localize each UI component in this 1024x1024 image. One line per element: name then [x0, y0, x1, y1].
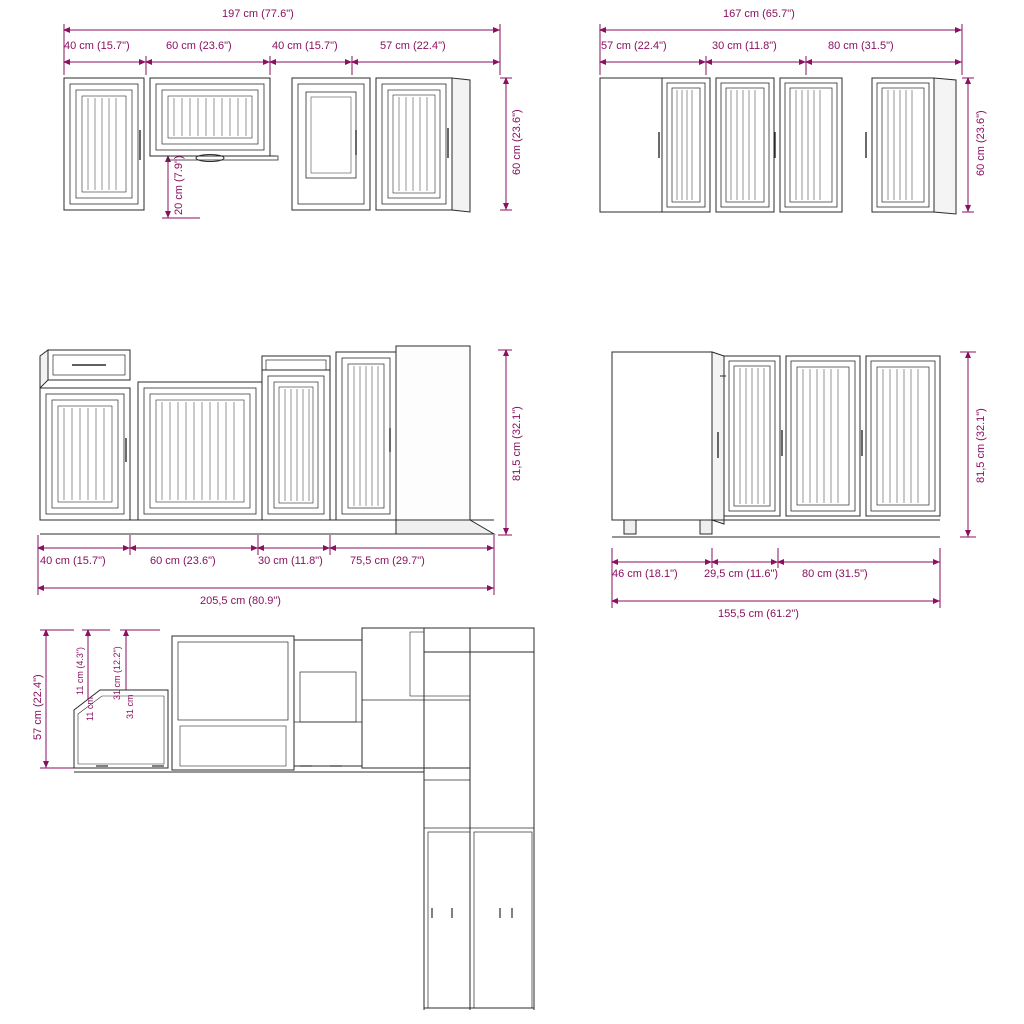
geometry-view4: [612, 352, 940, 537]
dim-seg3-view3: 30 cm (11.8"): [258, 555, 323, 567]
dim-height-view3: 81,5 cm (32.1"): [511, 406, 523, 482]
dim-seg2-view4: 29,5 cm (11.6"): [704, 568, 779, 580]
geometry-view2: [600, 78, 956, 214]
dim-seg3-view1: 40 cm (15.7"): [272, 40, 338, 52]
dim-seg3-view4: 80 cm (31.5"): [802, 568, 868, 580]
dim-inner-height-view1: 20 cm (7.9"): [173, 155, 185, 215]
dim-total-width-view1: 197 cm (77.6"): [222, 8, 294, 20]
dim-total-width-view4: 155,5 cm (61.2"): [718, 608, 799, 620]
dim-height-view2: 60 cm (23.6"): [975, 110, 987, 176]
dim-seg1-view2: 57 cm (22.4"): [601, 40, 667, 52]
dim-sub1-view5: 11 cm (4.3"): [75, 646, 85, 696]
dim-inner1-view5: 11 cm: [85, 697, 95, 721]
dim-inner2-view5: 31 cm: [125, 694, 135, 720]
dim-total-width-view2: 167 cm (65.7"): [723, 8, 795, 20]
geometry-view1: [64, 78, 470, 212]
dim-seg1-view4: 46 cm (18.1"): [612, 568, 678, 580]
dim-height-view1: 60 cm (23.6"): [511, 109, 523, 175]
dim-seg2-view1: 60 cm (23.6"): [166, 40, 232, 52]
dim-seg1-view1: 40 cm (15.7"): [64, 40, 130, 52]
geometry-view3: [40, 346, 494, 534]
dim-seg3-view2: 80 cm (31.5"): [828, 40, 894, 52]
dim-total-width-view3: 205,5 cm (80.9"): [200, 595, 281, 607]
dim-seg1-view3: 40 cm (15.7"): [40, 555, 106, 567]
dim-height-view4: 81,5 cm (32.1"): [975, 408, 987, 484]
dim-seg4-view1: 57 cm (22.4"): [380, 40, 446, 52]
dim-sub2-view5: 31 cm (12.2"): [112, 646, 122, 700]
dim-seg2-view3: 60 cm (23.6"): [150, 555, 216, 567]
dim-seg2-view2: 30 cm (11.8"): [712, 40, 777, 52]
dim-seg4-view3: 75,5 cm (29.7"): [350, 555, 425, 567]
dim-depth-view5: 57 cm (22.4"): [32, 674, 44, 740]
geometry-view5: [74, 628, 534, 1010]
